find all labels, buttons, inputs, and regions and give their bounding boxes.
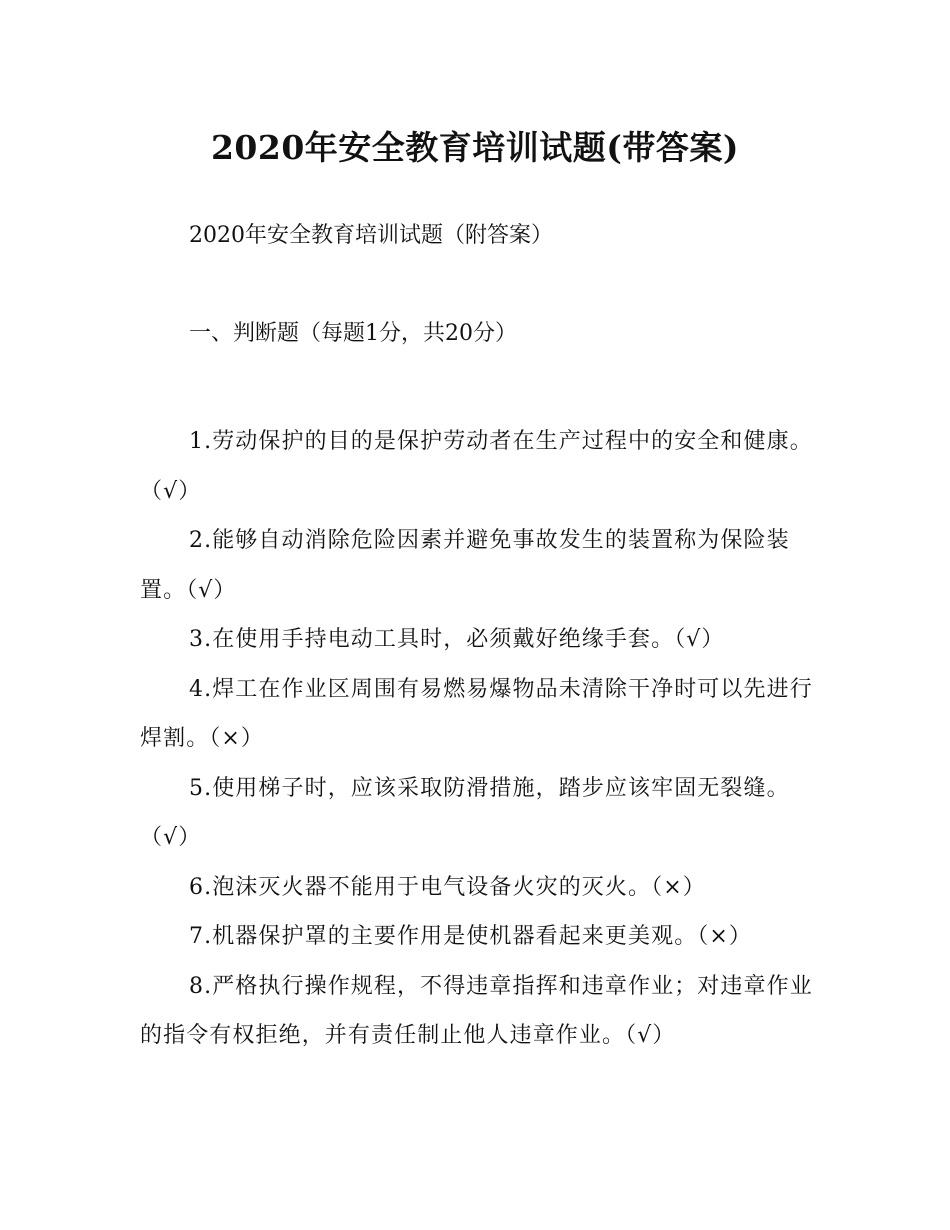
section-heading: 一、判断题（每题1分，共20分） xyxy=(189,321,517,346)
question-list xyxy=(140,417,820,1061)
question-item: 8.严格执行操作规程，不得违章指挥和违章作业；对违章作业的指令有权拒绝，并有责任制止他人违章作业。（√） xyxy=(140,973,813,1048)
question-item: 5.使用梯子时，应该采取防滑措施，踏步应该牢固无裂缝。（√） xyxy=(140,775,790,850)
question-item: 3.在使用手持电动工具时，必须戴好绝缘手套。（√） xyxy=(189,627,725,652)
question-item: 6.泡沫灭火器不能用于电气设备火灾的灭火。（×） xyxy=(189,874,706,900)
question-item: 1.劳动保护的目的是保护劳动者在生产过程中的安全和健康。（√） xyxy=(140,429,813,504)
page-title: 2020年安全教育培训试题(带答案) xyxy=(210,128,740,168)
question-item: 2.能够自动消除危险因素并避免事故发生的装置称为保险装置。（√） xyxy=(140,528,790,603)
question-item: 4.焊工在作业区周围有易燃易爆物品未清除干净时可以先进行焊割。（×） xyxy=(140,676,813,751)
document-subtitle: 2020年安全教育培训试题（附答案） xyxy=(189,223,553,248)
question-item: 7.机器保护罩的主要作用是使机器看起来更美观。（×） xyxy=(189,924,753,949)
